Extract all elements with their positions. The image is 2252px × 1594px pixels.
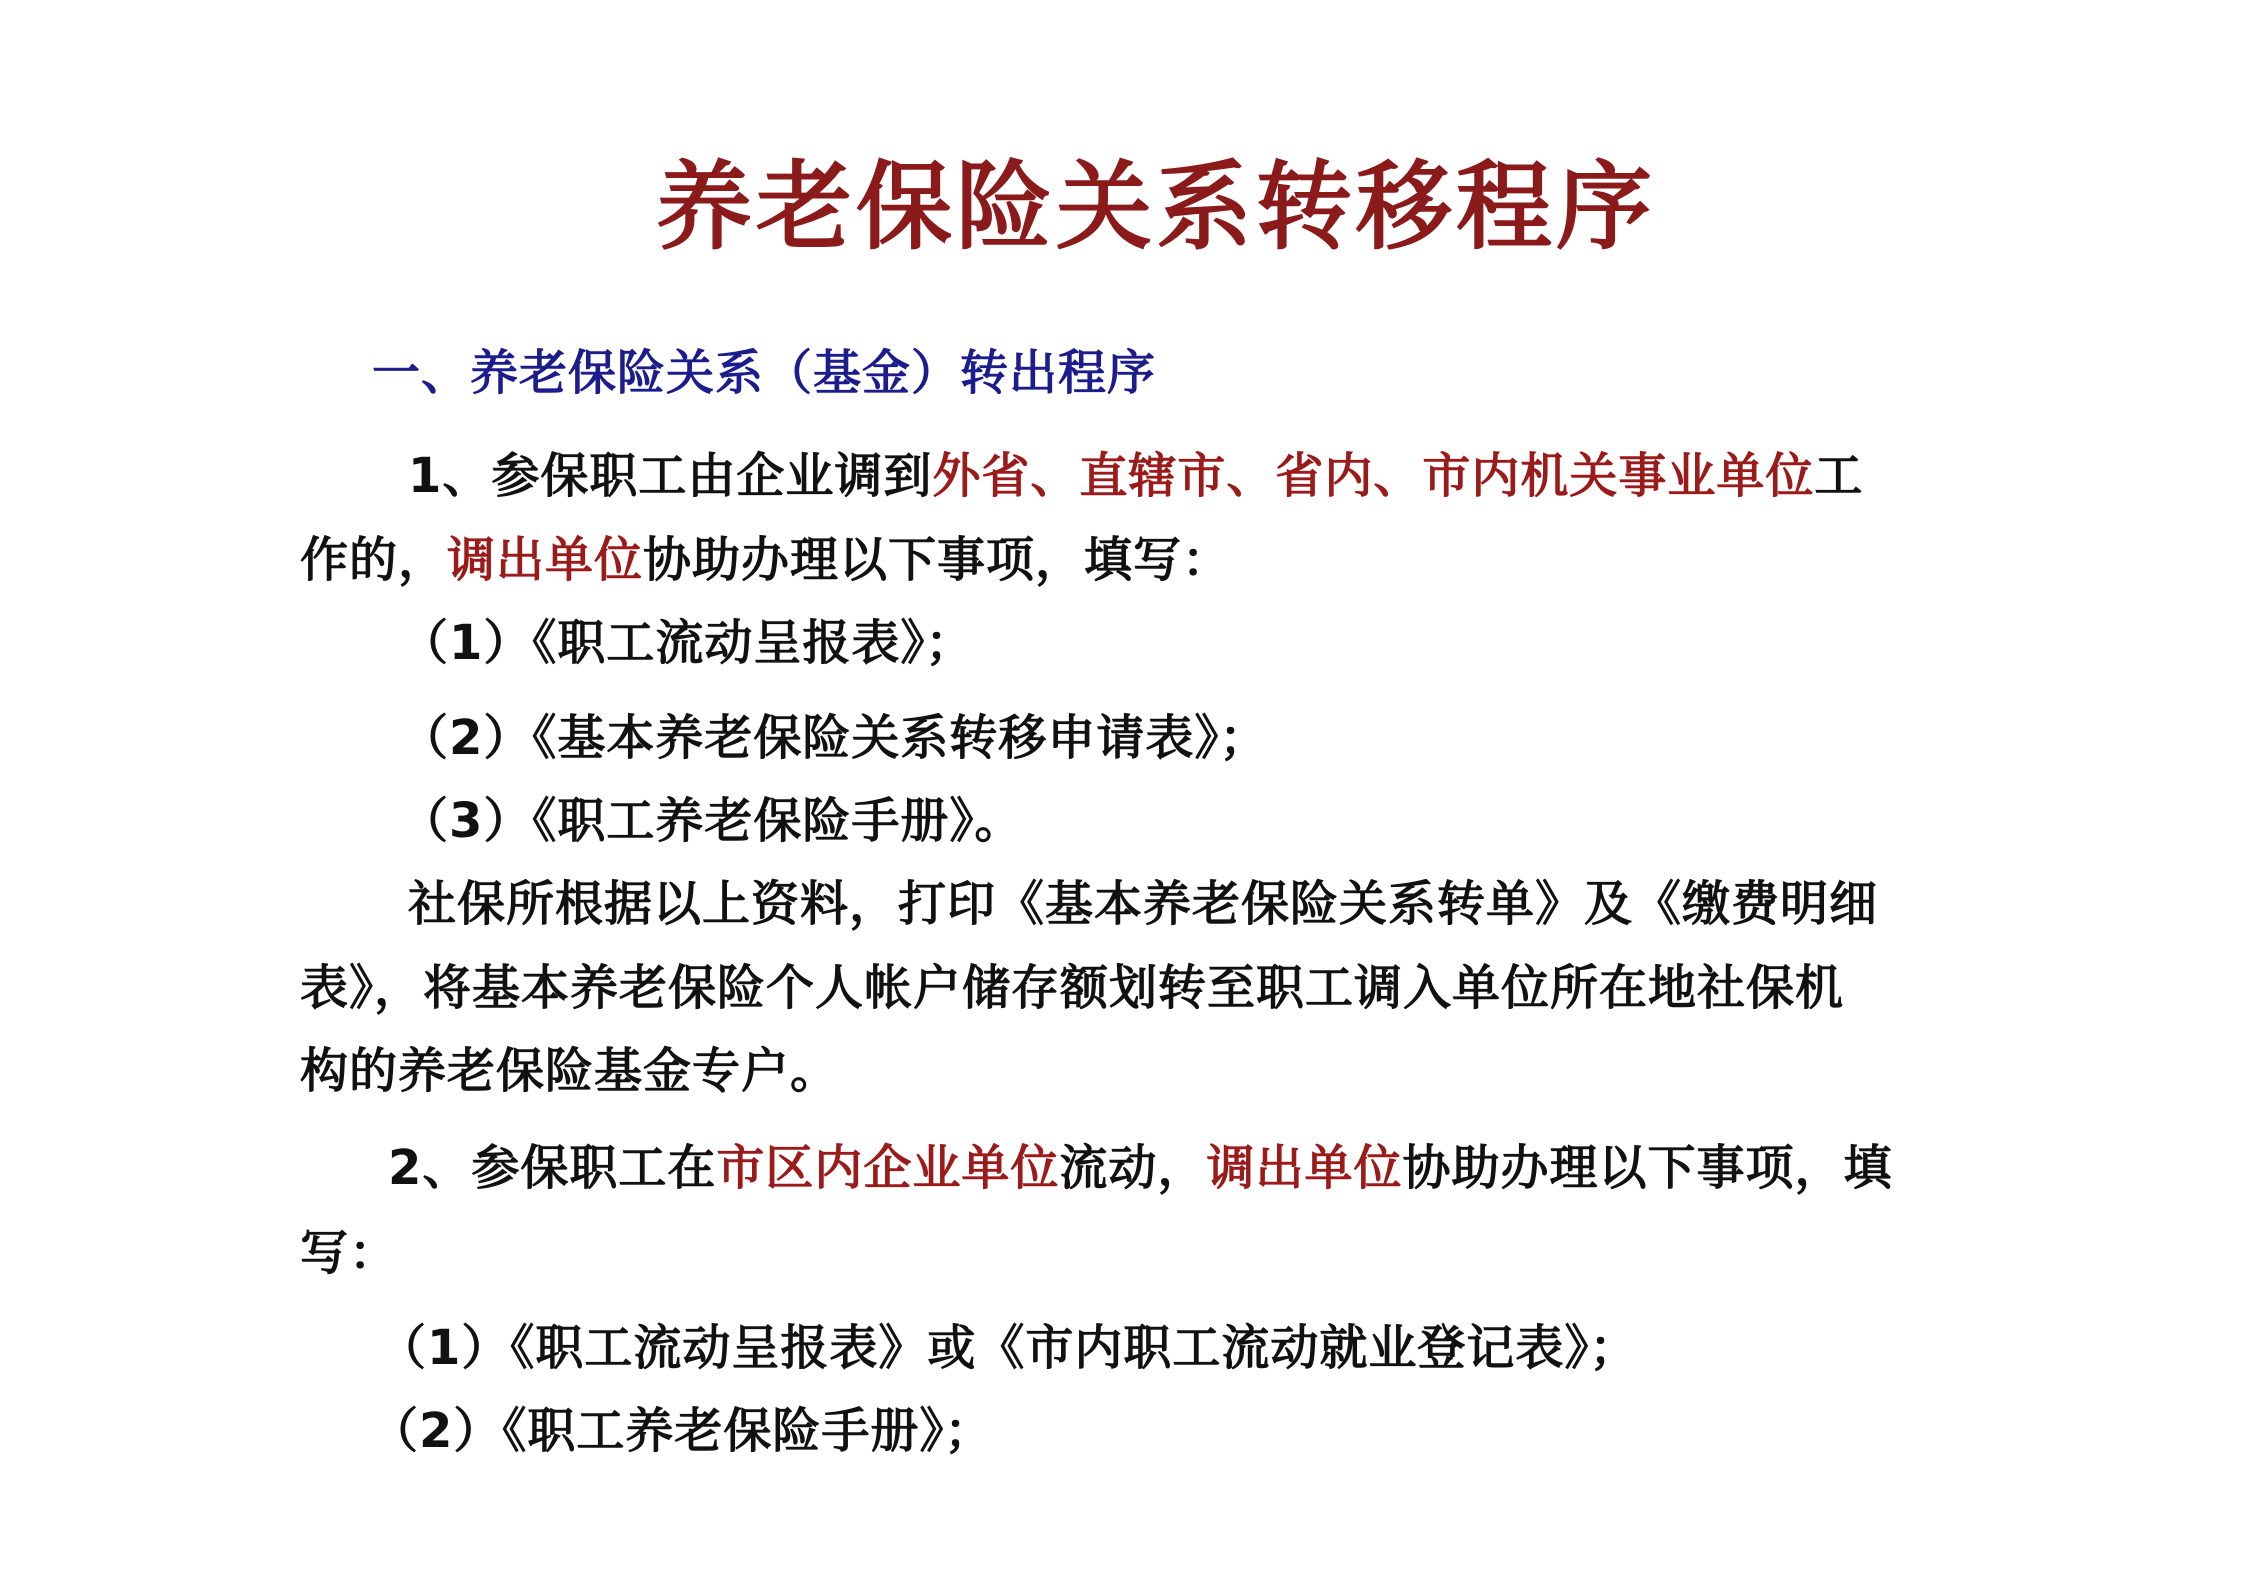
section-heading: 一、养老保险关系（基金）转出程序 bbox=[372, 345, 1157, 401]
item1-para-line3: 构的养老保险基金专户。 bbox=[300, 1043, 840, 1099]
item1-line2-start: 作的， bbox=[300, 532, 448, 588]
slide-title: 养老保险关系转移程序 bbox=[656, 151, 1656, 263]
item1-highlight-destinations: 外省、直辖市、省内、市内机关事业单位 bbox=[932, 448, 1815, 504]
item2-form-2: （2）《职工养老保险手册》； bbox=[370, 1403, 994, 1459]
item1-line2 bbox=[300, 532, 1231, 590]
item1-prefix: 1、参保职工由企业调到 bbox=[408, 448, 933, 504]
item2-highlight-unit: 调出单位 bbox=[1206, 1140, 1403, 1196]
item2-highlight-scope: 市区内企业单位 bbox=[716, 1140, 1060, 1196]
item1-highlight-unit: 调出单位 bbox=[447, 532, 644, 588]
item2-line2: 写： bbox=[300, 1225, 399, 1281]
item2-suffix: 协助办理以下事项，填 bbox=[1402, 1140, 1893, 1196]
item1-form-2: （2）《基本养老保险关系转移申请表》； bbox=[400, 710, 1269, 766]
item2-prefix: 2、参保职工在 bbox=[388, 1140, 717, 1196]
item1-suffix: 工 bbox=[1814, 448, 1864, 504]
item1-line2-end: 协助办理以下事项，填写： bbox=[643, 532, 1232, 588]
item1-form-1: （1）《职工流动呈报表》； bbox=[400, 615, 975, 671]
item1-para-line2: 表》，将基本养老保险个人帐户储存额划转至职工调入单位所在地社保机 bbox=[300, 960, 1845, 1016]
item1-form-3: （3）《职工养老保险手册》。 bbox=[400, 793, 1024, 849]
item2-form-1: （1）《职工流动呈报表》或《市内职工流动就业登记表》； bbox=[378, 1320, 1639, 1376]
item2-mid: 流动， bbox=[1059, 1140, 1207, 1196]
item1-para-line1: 社保所根据以上资料，打印《基本养老保险关系转单》及《缴费明细 bbox=[408, 876, 1879, 932]
item2-line1 bbox=[388, 1140, 1892, 1198]
item1-line1 bbox=[408, 448, 1863, 506]
